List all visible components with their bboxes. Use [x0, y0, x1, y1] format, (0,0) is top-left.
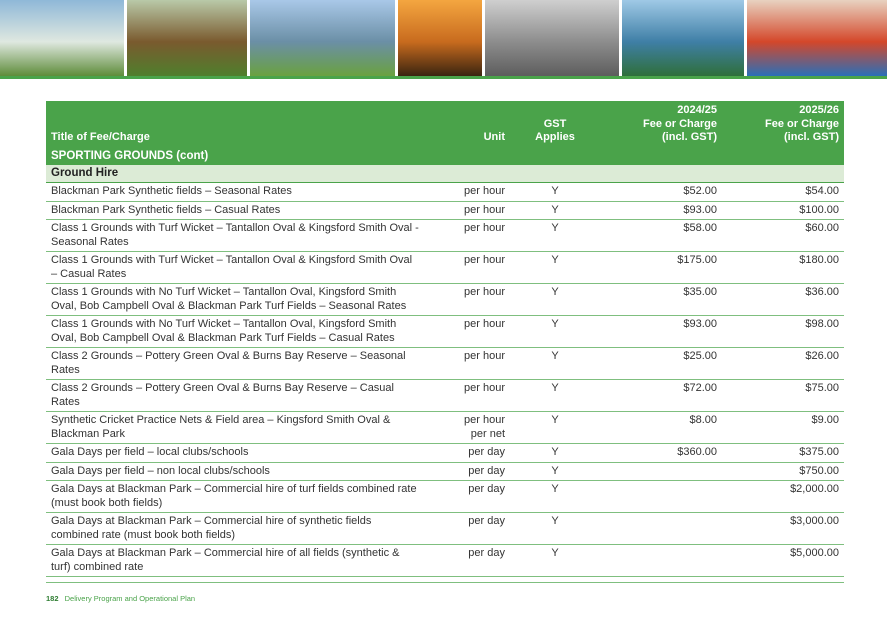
header-title: Title of Fee/Charge — [46, 101, 426, 147]
cell-title: Class 2 Grounds – Pottery Green Oval & Burns Bay Reserve – Seasonal Rates — [46, 348, 426, 380]
subsection-title: Ground Hire — [46, 165, 844, 183]
cell-fee-2025-26: $5,000.00 — [722, 545, 844, 577]
cell-unit: per hour — [426, 252, 510, 284]
cell-title: Blackman Park Synthetic fields – Casual Rates — [46, 201, 426, 220]
table-header-row — [46, 101, 844, 147]
cell-fee-2025-26: $375.00 — [722, 444, 844, 463]
table-row — [46, 183, 844, 202]
outdoor-yoga-photo — [250, 0, 395, 76]
cell-gst: Y — [510, 380, 600, 412]
cell-fee-2025-26: $180.00 — [722, 252, 844, 284]
cell-fee-2025-26: $3,000.00 — [722, 513, 844, 545]
cell-fee-2024-25: $8.00 — [600, 412, 722, 444]
table-row — [46, 220, 844, 252]
cell-unit: per day — [426, 462, 510, 481]
table-row — [46, 481, 844, 513]
table-row — [46, 545, 844, 577]
table-row — [46, 348, 844, 380]
cell-unit: per hour — [426, 348, 510, 380]
kookaburra-sunset-photo — [398, 0, 482, 76]
cell-fee-2025-26: $100.00 — [722, 201, 844, 220]
cell-fee-2024-25: $25.00 — [600, 348, 722, 380]
fees-table — [46, 101, 844, 577]
cell-title: Gala Days per field – non local clubs/schools — [46, 462, 426, 481]
street-photo — [485, 0, 619, 76]
cell-fee-2025-26: $54.00 — [722, 183, 844, 202]
cell-gst: Y — [510, 462, 600, 481]
section-title: SPORTING GROUNDS (cont) — [46, 147, 844, 165]
cell-fee-2024-25: $52.00 — [600, 183, 722, 202]
cell-title: Blackman Park Synthetic fields – Seasonal Rates — [46, 183, 426, 202]
table-row — [46, 444, 844, 463]
cell-fee-2025-26: $750.00 — [722, 462, 844, 481]
cell-gst: Y — [510, 348, 600, 380]
cell-fee-2024-25: $360.00 — [600, 444, 722, 463]
cell-fee-2025-26: $26.00 — [722, 348, 844, 380]
cell-title: Class 1 Grounds with No Turf Wicket – Tantallon Oval, Kingsford Smith Oval, Bob Campbell Oval & Blackman Park Turf Fields – Casual Rates — [46, 316, 426, 348]
cell-unit: per day — [426, 444, 510, 463]
cell-unit: per day — [426, 545, 510, 577]
cell-fee-2025-26: $9.00 — [722, 412, 844, 444]
cell-fee-2024-25 — [600, 481, 722, 513]
table-row — [46, 316, 844, 348]
cell-fee-2024-25: $35.00 — [600, 284, 722, 316]
cell-gst: Y — [510, 284, 600, 316]
cell-gst: Y — [510, 220, 600, 252]
table-row — [46, 462, 844, 481]
cell-fee-2024-25 — [600, 513, 722, 545]
header-unit: Unit — [426, 101, 510, 147]
cell-title: Class 1 Grounds with Turf Wicket – Tantallon Oval & Kingsford Smith Oval - Seasonal Rates — [46, 220, 426, 252]
cell-fee-2024-25: $58.00 — [600, 220, 722, 252]
cell-gst: Y — [510, 513, 600, 545]
cell-gst: Y — [510, 481, 600, 513]
cell-unit: per hour — [426, 316, 510, 348]
cell-fee-2025-26: $75.00 — [722, 380, 844, 412]
cell-title: Gala Days at Blackman Park – Commercial hire of all fields (synthetic & turf) combined rate — [46, 545, 426, 577]
cell-title: Class 2 Grounds – Pottery Green Oval & Burns Bay Reserve – Casual Rates — [46, 380, 426, 412]
cell-unit: per hour — [426, 220, 510, 252]
dog-agility-photo — [127, 0, 247, 76]
footer-divider — [46, 582, 844, 583]
header-fee-2024-25: 2024/25 Fee or Charge (incl. GST) — [600, 101, 722, 147]
cell-gst: Y — [510, 545, 600, 577]
cell-fee-2024-25 — [600, 545, 722, 577]
cell-title: Gala Days at Blackman Park – Commercial hire of synthetic fields combined rate (must book both fields) — [46, 513, 426, 545]
page-footer — [46, 594, 195, 603]
cell-unit: per hour — [426, 201, 510, 220]
cell-title: Synthetic Cricket Practice Nets & Field area – Kingsford Smith Oval & Blackman Park — [46, 412, 426, 444]
table-row — [46, 284, 844, 316]
cell-title: Class 1 Grounds with No Turf Wicket – Tantallon Oval, Kingsford Smith Oval, Bob Campbell Oval & Blackman Park Turf Fields – Seasonal Rates — [46, 284, 426, 316]
table-row — [46, 412, 844, 444]
cell-fee-2024-25: $93.00 — [600, 201, 722, 220]
cell-fee-2025-26: $60.00 — [722, 220, 844, 252]
pavilion-photo — [0, 0, 124, 76]
lion-dance-photo — [747, 0, 887, 76]
cell-fee-2024-25: $72.00 — [600, 380, 722, 412]
cell-gst: Y — [510, 412, 600, 444]
cell-unit: per day — [426, 513, 510, 545]
table-row — [46, 252, 844, 284]
page-number: 182 — [46, 594, 59, 603]
cell-gst: Y — [510, 444, 600, 463]
cell-gst: Y — [510, 252, 600, 284]
cell-title: Class 1 Grounds with Turf Wicket – Tantallon Oval & Kingsford Smith Oval – Casual Rates — [46, 252, 426, 284]
header-photo-strip — [0, 0, 887, 76]
cell-fee-2024-25 — [600, 462, 722, 481]
section-row — [46, 147, 844, 165]
cell-unit: per hour — [426, 380, 510, 412]
cell-fee-2025-26: $2,000.00 — [722, 481, 844, 513]
cell-gst: Y — [510, 316, 600, 348]
header-gst: GST Applies — [510, 101, 600, 147]
cell-unit: per hour — [426, 284, 510, 316]
cell-fee-2025-26: $98.00 — [722, 316, 844, 348]
kayak-river-photo — [622, 0, 744, 76]
footer-text: Delivery Program and Operational Plan — [64, 594, 196, 603]
header-accent-bar — [0, 76, 887, 79]
cell-unit: per hour — [426, 183, 510, 202]
table-row — [46, 380, 844, 412]
header-fee-2025-26: 2025/26 Fee or Charge (incl. GST) — [722, 101, 844, 147]
cell-fee-2024-25: $93.00 — [600, 316, 722, 348]
cell-fee-2025-26: $36.00 — [722, 284, 844, 316]
table-row — [46, 513, 844, 545]
cell-title: Gala Days at Blackman Park – Commercial hire of turf fields combined rate (must book both fields) — [46, 481, 426, 513]
cell-gst: Y — [510, 201, 600, 220]
subsection-row — [46, 165, 844, 183]
cell-gst: Y — [510, 183, 600, 202]
table-row — [46, 201, 844, 220]
cell-fee-2024-25: $175.00 — [600, 252, 722, 284]
cell-title: Gala Days per field – local clubs/schools — [46, 444, 426, 463]
cell-unit: per day — [426, 481, 510, 513]
cell-unit: per hour per net — [426, 412, 510, 444]
